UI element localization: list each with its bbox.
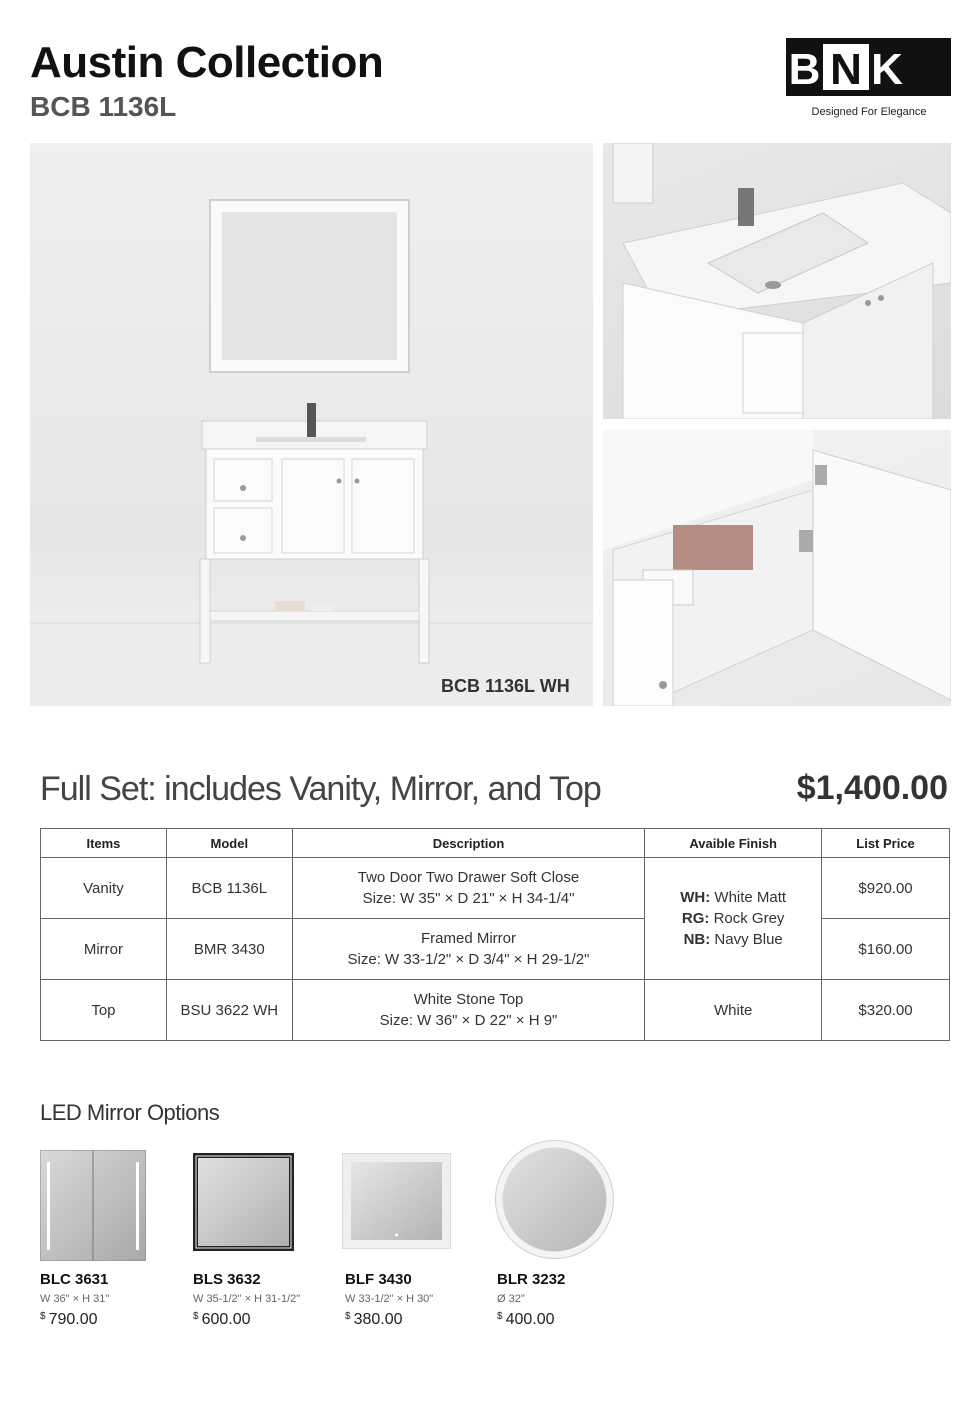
option-price-wrap	[193, 1311, 333, 1329]
row-item: Top	[41, 980, 167, 1041]
row-finish: White	[645, 980, 822, 1041]
logo-letter-k: K	[871, 45, 903, 94]
spec-table	[40, 828, 950, 1041]
finish-code: RG:	[681, 910, 710, 927]
option-model: BLC 3631	[40, 1271, 109, 1288]
mirror-cabinet-image	[40, 1150, 146, 1261]
led-option-card	[40, 1271, 180, 1329]
logo-letter-b: B	[788, 45, 821, 94]
description-size: Size: W 35" × D 21" × H 34-1/4"	[362, 890, 575, 907]
led-option-card	[497, 1271, 637, 1329]
description-line: White Stone Top	[413, 991, 524, 1008]
finish-code: NB:	[683, 931, 711, 948]
option-model: BLS 3632	[193, 1271, 261, 1288]
row-description	[292, 980, 645, 1041]
header-items: Items	[41, 829, 167, 858]
row-model: BCB 1136L	[166, 858, 292, 919]
option-model: BLR 3232	[497, 1271, 566, 1288]
finish-name: Navy Blue	[714, 931, 783, 948]
table-header-row	[41, 829, 950, 858]
option-price-wrap	[497, 1311, 637, 1329]
currency-symbol: $	[40, 1311, 46, 1322]
currency-symbol: $	[193, 1311, 199, 1322]
finish-option	[651, 887, 815, 908]
option-price: 400.00	[505, 1311, 555, 1328]
row-item: Mirror	[41, 919, 167, 980]
finish-name: White Matt	[714, 889, 787, 906]
finish-option	[651, 929, 815, 950]
row-description	[292, 858, 645, 919]
vanity-top-closeup-photo	[603, 143, 951, 419]
table-row	[41, 858, 950, 919]
row-model: BMR 3430	[166, 919, 292, 980]
row-description	[292, 919, 645, 980]
currency-symbol: $	[497, 1311, 503, 1322]
finish-options	[645, 858, 822, 980]
option-size: W 35-1/2" × H 31-1/2"	[193, 1293, 301, 1305]
led-option-card	[193, 1271, 333, 1329]
currency-symbol: $	[345, 1311, 351, 1322]
row-price: $920.00	[822, 858, 950, 919]
finish-code: WH:	[680, 889, 711, 906]
finish-option	[651, 908, 815, 929]
row-price: $320.00	[822, 980, 950, 1041]
fullset-label: Full Set: includes Vanity, Mirror, and Top	[40, 770, 601, 808]
framed-led-mirror-image	[342, 1153, 451, 1249]
bnk-logo	[786, 38, 951, 96]
description-size: Size: W 36" × D 22" × H 9"	[379, 1012, 558, 1029]
table-row	[41, 980, 950, 1041]
option-size: W 36" × H 31"	[40, 1293, 110, 1305]
round-led-mirror-image	[494, 1139, 615, 1260]
option-price: 790.00	[48, 1311, 98, 1328]
model-subtitle: BCB 1136L	[30, 91, 177, 122]
description-line: Framed Mirror	[421, 930, 517, 947]
vanity-open-door-photo	[603, 430, 951, 706]
header-finish: Avaible Finish	[645, 829, 822, 858]
option-price-wrap	[345, 1311, 485, 1329]
row-item: Vanity	[41, 858, 167, 919]
finish-name: Rock Grey	[713, 910, 785, 927]
option-size: Ø 32"	[497, 1293, 525, 1305]
description-size: Size: W 33-1/2" × D 3/4" × H 29-1/2"	[347, 951, 590, 968]
header-model: Model	[166, 829, 292, 858]
option-model: BLF 3430	[345, 1271, 412, 1288]
row-model: BSU 3622 WH	[166, 980, 292, 1041]
logo-letter-n: N	[830, 45, 862, 94]
vanity-full-photo	[30, 143, 593, 706]
header-list-price: List Price	[822, 829, 950, 858]
led-mirror-heading: LED Mirror Options	[40, 1100, 220, 1125]
option-price: 380.00	[353, 1311, 403, 1328]
square-led-mirror-image	[193, 1153, 294, 1251]
option-price: 600.00	[201, 1311, 251, 1328]
photo-caption: BCB 1136L WH	[441, 676, 570, 696]
option-size: W 33-1/2" × H 30"	[345, 1293, 434, 1305]
fullset-price: $1,400.00	[796, 769, 948, 807]
page-title: Austin Collection	[30, 38, 384, 87]
description-line: Two Door Two Drawer Soft Close	[357, 869, 580, 886]
row-price: $160.00	[822, 919, 950, 980]
option-price-wrap	[40, 1311, 180, 1329]
led-option-card	[345, 1271, 485, 1329]
brand-tagline: Designed For Elegance	[811, 106, 927, 118]
header-description: Description	[292, 829, 645, 858]
